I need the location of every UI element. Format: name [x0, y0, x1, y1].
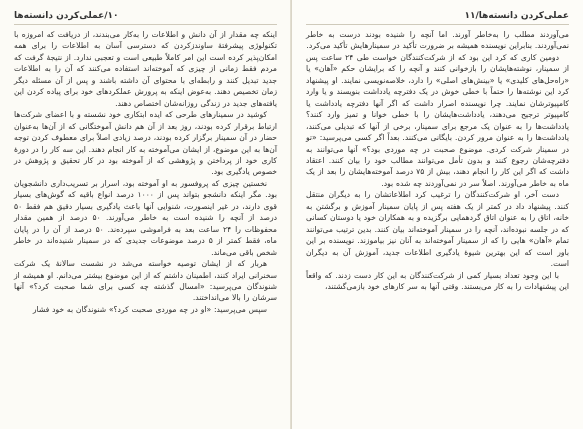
right-paragraph-4: با این وجود تعداد بسیار کمی از شرکت‌کنندگان به این کار دست زدند. که واقعاً این پیشنهادات را به کار می‌بستند. وقتی آنها به سر کارهای خود بازمی‌گشتند، — [306, 270, 569, 291]
right-paragraph-3: دست آخر، او شرکت‌کنندگان را ترغیب کرد اطلاعاتشان را به دیگران منتقل کنند. پیشنهاد داد در کمتر از یک هفته پس از پایان سمینار آموزش و برگشتن به خانه، اتاق را به عنوان اتاق گردهمایی برگزیده و به همکاران خود یا دوستان کسانی که در جلسه نبوده‌اند، آنچه را در سمینار آموخته‌اند بیان کنند. بدین ترتیب می‌توانند تمام «آهان» هایی را که از سمینار آموخته‌اند به آنان نیز بیاموزند. نویسنده بر این باور است که این بهترین شیوهٔ یادگیری اطلاعات جدید، آموزش آن به دیگران است. — [306, 190, 569, 269]
left-paragraph-3: نخستین چیزی که پروفسور به او آموخته بود، اسرار بر تسریب‌داری دانشجویان بود. مگر اینکه دانشجو بتواند پس از ۱۰۰۰ درصد انواع باقیه که گوش‌های بسیار قوی دارند، در غیر اینصورت، شنوایی آنها باعث یادگیری بسیار دقیق هم فقط ۵۰ درصد از آنچه را شنیده است به خاطر می‌آورند. ۵۰ درصد از همین مقدار محفوظات را ۲۴ ساعت بعد به فراموشی سپرده‌ند. ۵۰ درصد از آن را در پایان ماه، فقط کمتر از ۵ درصد موضوعات جدیدی که در سمینار شنیده‌اند در خاطر شخص باقی می‌ماند. — [14, 178, 278, 257]
right-page — [292, 0, 583, 429]
right-paragraph-2: دومین کاری که کرد این بود که از شرکت‌کنندگان خواست طی ۲۴ ساعت پس از سمینار، نوشته‌هایشان را بازخوانی کنند و آنچه را که برایشان حکم «آهان» یا «راه‌حل‌های کلیدی» یا «بینش‌های اصلی» را دارد، خلاصه‌نویسی نمایند. او پیشنهاد کرد این نوشته‌ها را حتماً با خطی خوش در یک دفترچه یادداشت بنویسند و یا وارد کامپیوترشان نمایند. چرا نویسنده اصرار داشت که اگر آنها دفترچه یادداشت یا کامپیوتر ترجیح می‌دهند، یادداشت‌هایشان را با خطی خوانا و تمیز وارد کنند؟ یادداشت‌ها را به عنوان یک مرجع برای سمینار، برخی از آنها که تبدیلی می‌کنند، یادداشت‌ها را به عنوان مرور کردن. بایگانی می‌کنند. بعداً اگر کسی می‌پرسید: «تو در سمینار شرکت کردی. موضوع صحبت در چه موردی بود؟» آنها می‌توانند به دفترچه‌شان رجوع کنند و بدون تأمل می‌توانند مطالب خود را بیان کنند. اعتقاد داشت که اگر این کار را انجام دهند، بیش از ۷۵ درصد آموخته‌هایشان را بعد از یک ماه به خاطر می‌آورند. اصلاً سر در نمی‌آوردند چه شده بود. — [306, 52, 569, 188]
left-paragraph-4: هربار که از ایشان توصیه خواسته می‌شد در نشست سالانهٔ یک شرکت سخنرانی ایراد کنند، اطمینان داشتم که از این موضوع بیشتر می‌دانم. او همیشه از شنوندگان می‌پرسید: «امسال گذشته چه کسی برای شما صحبت کرد؟» آنها سرشان را بالا می‌انداختند. — [14, 259, 277, 303]
right-running-head: عملی‌کردن دانسته‌ها/۱۱ — [306, 10, 569, 25]
left-page-text — [14, 29, 277, 315]
left-paragraph-2: کوشید در سمینارهای طرحی که ایده ابتکاری خود نشسته و با اعضای شرکت‌ها ارتباط برقرار کرده بودند، روز بعد از آن هم دانش آموختگانی که از آن‌ها به‌عنوان حضار در آن سمینار برگزار کرده بودند، درصد زیادی اصلاً برای معطوف کردن توجه آن‌ها به این موضوع، از ایشان می‌آموخته به کار انجام دهند. این سه کار را در دورهٔ کاری خود از پرداختن و پژوهشی که از آموخته بود در کار تحقیق و پژوهش در خصوص یادگیری بود. — [14, 110, 277, 177]
left-running-head: ۱۰/عملی‌کردن دانسته‌ها — [14, 10, 277, 25]
right-paragraph-1: می‌آوردند مطلب را به‌خاطر آورند. اما آنچه را شنیده بودند درست به خاطر نمی‌آوردند. بنابراین نویسنده همیشه بر ضرورت تأکید در سمینارهایش تأکید می‌کرد. — [306, 30, 569, 51]
left-paragraph-1: اینکه چه مقدار از آن دانش و اطلاعات را به‌کار می‌بندند، از دریافت که امروزه با تکنولوژی پیشرفتهٔ ساوندزکردن که دسترسی آسان به اطلاعات را برای همه امکان‌پذیر کرده است این امر کاملاً طبیعی است و تعجبی ندارد. از نتیجهٔ گرفت که مردم فقط زمانی از چیزی که آموخته‌اند استفاده می‌کنند که آن را به اطلاعات جدید تبدیل کنند و رابطه‌ای با محتوای آن داشته باشند و پس از آن مسئله دیگر زمان تخصیص دهند. به‌عوض اینکه به پرورش عملکردهای خود برای پیاده کردن این یافته‌های جدید در زندگی روزانه‌شان اختصاص دهند. — [14, 30, 277, 108]
left-page — [0, 0, 291, 429]
right-page-text — [306, 29, 569, 292]
left-paragraph-5: سپس می‌پرسید: «او در چه موردی صحبت کرد؟» شنوندگان به خود فشار — [32, 304, 267, 314]
